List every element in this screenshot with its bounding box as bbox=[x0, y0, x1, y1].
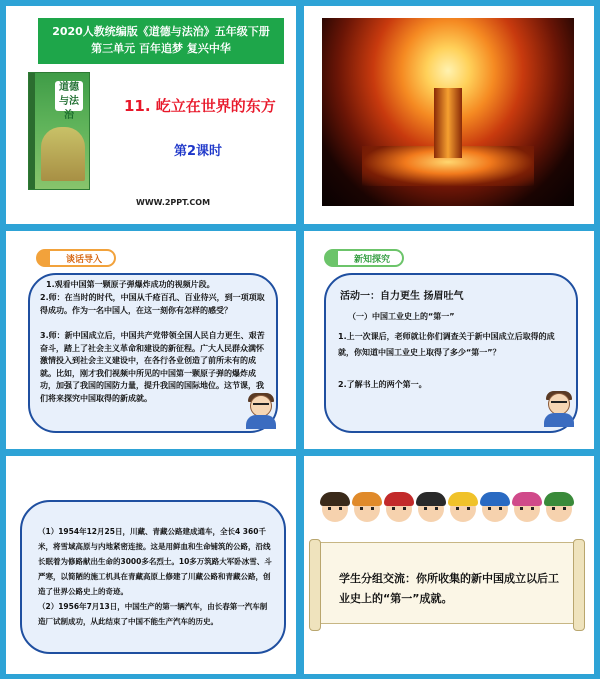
site-watermark: WWW.2PPT.COM bbox=[136, 198, 211, 207]
question-1: 1.上一次课后，老师就让你们调查关于新中国成立后取得的成就，你知道中国工业史上取得了多少“第一”？ bbox=[338, 332, 555, 357]
teacher-icon bbox=[538, 391, 578, 427]
activity-subheading: （一）中国工业史上的“第一” bbox=[348, 312, 455, 321]
lesson-period: 第2课时 bbox=[174, 144, 223, 159]
intro-paragraph-3: 3.师：新中国成立后，中国共产党带领全国人民自力更生、艰苦奋斗，踏上了社会主义革命和建设的新征程。广大人民群众满怀激情投入到社会主义建设中，在各行各业创造了前所未有的成就。比如，刚才我们视频中所见的中国第一颗原子弹的爆炸成功，加强了我国的国防力量，提升我国的国际地位。这节课，我们将来探究中国取得的新成就。 bbox=[40, 331, 265, 403]
slide-industrial-firsts[interactable] bbox=[6, 456, 296, 674]
book-title: 道德与法治 bbox=[55, 81, 83, 111]
slide-title[interactable] bbox=[6, 6, 296, 224]
paper-scroll bbox=[316, 542, 578, 624]
question-2: 2.了解书上的两个第一。 bbox=[338, 380, 427, 389]
textbook-banner bbox=[38, 18, 284, 64]
intro-paragraph-1: 1.观看中国第一颗原子弹爆炸成功的视频片段。 bbox=[46, 280, 215, 289]
teacher-icon bbox=[240, 393, 280, 429]
slide-group-discussion[interactable] bbox=[304, 456, 594, 674]
discussion-prompt: 学生分组交流：你所收集的新中国成立以后工业史上的“第一”成就。 bbox=[339, 572, 559, 605]
banner-line2: 第三单元 百年追梦 复兴中华 bbox=[91, 42, 231, 55]
slide-new-knowledge[interactable] bbox=[304, 231, 594, 449]
intro-paragraph-2: 2.师：在当时的时代，中国从千疮百孔、百业待兴，到一项项取得成功。作为一名中国人，在这一刻你有怎样的感受？ bbox=[40, 293, 265, 315]
section-tag: 新知探究 bbox=[324, 249, 404, 267]
section-tag: 谈话导入 bbox=[36, 249, 116, 267]
first-paragraph-2: （2）1956年7月13日，中国生产的第一辆汽车，由长春第一汽车制造厂试制成功，从此结束了中国不能生产汽车的历史。 bbox=[38, 602, 268, 626]
activity-heading: 活动一：自力更生 扬眉吐气 bbox=[340, 291, 464, 302]
textbook-cover-image bbox=[28, 72, 90, 190]
slide-introduction[interactable] bbox=[6, 231, 296, 449]
atomic-explosion-image bbox=[322, 18, 574, 206]
first-paragraph-1: （1）1954年12月25日，川藏、青藏公路建成通车，全长4 360千米，将雪域高原与内地紧密连接。这是用鲜血和生命铺筑的公路，沿线长眠着为修路献出生命的3000多名烈士。10多万筑路大军卧冰雪、斗严寒，以简陋的施工机具在青藏高原上修建了川藏公路和青藏公路，创造了世界公路史上的奇迹。 bbox=[38, 527, 272, 596]
slide-explosion-photo[interactable] bbox=[304, 6, 594, 224]
banner-line1: 2020人教统编版《道德与法治》五年级下册 bbox=[52, 25, 270, 38]
lesson-title: 11. 屹立在世界的东方 bbox=[124, 97, 276, 115]
